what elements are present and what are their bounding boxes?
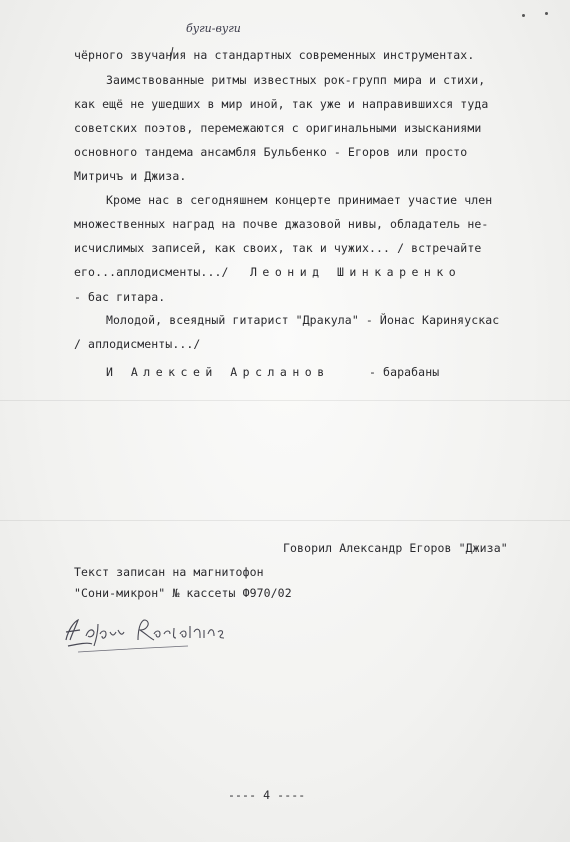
text-line: / аплодисменты.../ xyxy=(74,337,201,351)
text-line: - бас гитара. xyxy=(74,290,166,304)
speaker-line: Говорил Александр Егоров "Джиза" xyxy=(283,541,508,555)
text-line: чёрного звучания на стандартных современных инструментах. xyxy=(74,48,475,62)
text-line: как ещё не ушедших в мир иной, так уже и направившихся туда xyxy=(74,97,489,111)
recorded-note: "Сони-микрон" № кассеты Ф970/02 xyxy=(74,586,292,600)
page-number: ---- 4 ---- xyxy=(228,788,306,802)
speck xyxy=(522,14,525,17)
spaced-name: И Алексей Арсланов xyxy=(106,365,330,379)
text-line: основного тандема ансамбля Бульбенко - Егоров или просто xyxy=(74,145,468,159)
text-line: Митричъ и Джиза. xyxy=(74,169,187,183)
recorded-note: Текст записан на магнитофон xyxy=(74,565,264,579)
paper-fold xyxy=(0,400,570,401)
text-line: советских поэтов, перемежаются с оригинальными изысканиями xyxy=(74,121,482,135)
text-line: Кроме нас в сегодняшнем концерте принимает участие член xyxy=(106,193,493,207)
handwritten-insert: буги-вуги xyxy=(186,22,241,35)
text-line: его...аплодисменты.../ xyxy=(74,265,229,279)
text-line: исчислимых записей, как своих, так и чужих... / встречайте xyxy=(74,241,482,255)
paper-fold xyxy=(0,520,570,521)
speck xyxy=(545,12,548,15)
spaced-name: Леонид Шинкаренко xyxy=(250,265,462,279)
text-line: Молодой, всеядный гитарист "Дракула" - Йонас Кариняускас xyxy=(106,313,500,327)
handwritten-signature xyxy=(58,606,248,658)
text-line: - барабаны xyxy=(369,365,440,379)
text-line: Заимствованные ритмы известных рок-групп мира и стихи, xyxy=(106,73,486,87)
text-line: множественных наград на почве джазовой нивы, обладатель не- xyxy=(74,217,489,231)
